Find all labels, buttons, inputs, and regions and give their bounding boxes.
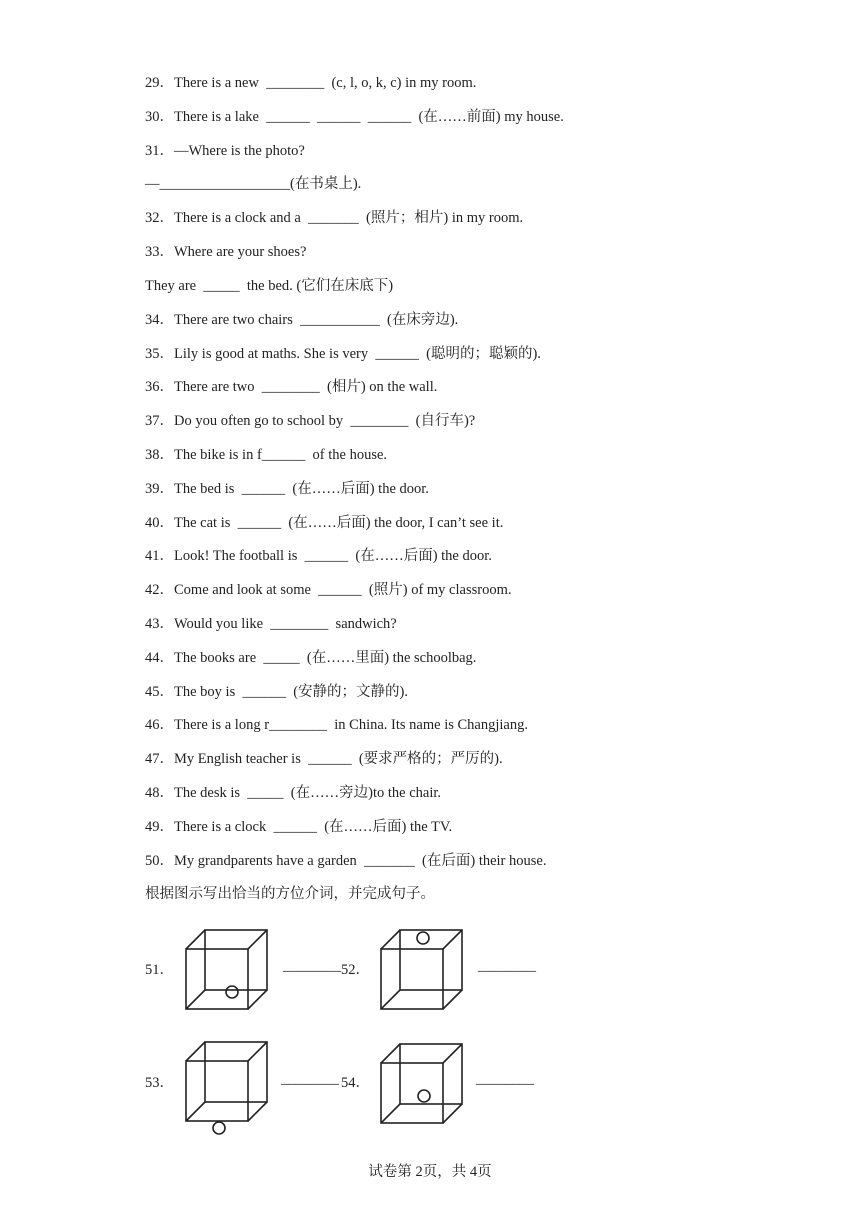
cube-ball-under-diagram (183, 1039, 273, 1135)
question-44: 44．The books are _____ (在……里面) the schoolbag. (145, 650, 477, 666)
answer-blank-52[interactable]: ________ (478, 958, 536, 974)
question-32: 32．There is a clock and a _______ (照片；相片) in my room. (145, 210, 524, 226)
cube-ball-inside-diagram (183, 927, 273, 1013)
question-38: 38．The bike is in f______ of the house. (145, 447, 388, 463)
question-46: 46．There is a long r________ in China. Its name is Changjiang. (145, 717, 528, 733)
cube-ball-inside-front-diagram (378, 1041, 468, 1127)
question-33: 33．Where are your shoes? (145, 244, 307, 260)
question-50: 50．My grandparents have a garden _______ (在后面) their house. (145, 853, 547, 869)
question-33-answer: They are _____ the bed. (它们在床底下) (145, 278, 394, 294)
question-35: 35．Lily is good at maths. She is very ______ (聪明的；聪颖的). (145, 346, 541, 362)
question-42: 42．Come and look at some ______ (照片) of my classroom. (145, 582, 512, 598)
page-footer: 试卷第 2页，共 4页 (368, 1164, 492, 1180)
question-37: 37．Do you often go to school by ________ (自行车)? (145, 413, 476, 429)
question-51-label: 51． (145, 962, 174, 978)
question-53-label: 53． (145, 1075, 174, 1091)
question-31: 31．—Where is the photo? (145, 143, 305, 159)
question-45: 45．The boy is ______ (安静的；文静的). (145, 684, 408, 700)
question-43: 43．Would you like ________ sandwich? (145, 616, 397, 632)
answer-blank-51[interactable]: ________ (283, 958, 341, 974)
section-instruction: 根据图示写出恰当的方位介词，并完成句子。 (145, 886, 435, 902)
question-52-label: 52． (341, 962, 370, 978)
question-48: 48．The desk is _____ (在……旁边)to the chair. (145, 785, 441, 801)
question-30: 30．There is a lake ______ ______ ______ (在……前面) my house. (145, 109, 564, 125)
question-39: 39．The bed is ______ (在……后面) the door. (145, 481, 429, 497)
question-29: 29．There is a new ________ (c, l, o, k, c) in my room. (145, 75, 477, 91)
question-34: 34．There are two chairs ___________ (在床旁边). (145, 312, 459, 328)
answer-blank-54[interactable]: ________ (476, 1071, 534, 1087)
question-49: 49．There is a clock ______ (在……后面) the TV. (145, 819, 453, 835)
question-47: 47．My English teacher is ______ (要求严格的；严厉的). (145, 751, 503, 767)
question-36: 36．There are two ________ (相片) on the wall. (145, 379, 438, 395)
question-40: 40．The cat is ______ (在……后面) the door, I can’t see it. (145, 515, 504, 531)
answer-blank-53[interactable]: ________ (281, 1071, 339, 1087)
question-54-label: 54． (341, 1075, 370, 1091)
cube-ball-on-top-diagram (378, 925, 468, 1013)
question-31-answer: —__________________(在书桌上). (145, 176, 362, 192)
question-41: 41．Look! The football is ______ (在……后面) the door. (145, 548, 492, 564)
